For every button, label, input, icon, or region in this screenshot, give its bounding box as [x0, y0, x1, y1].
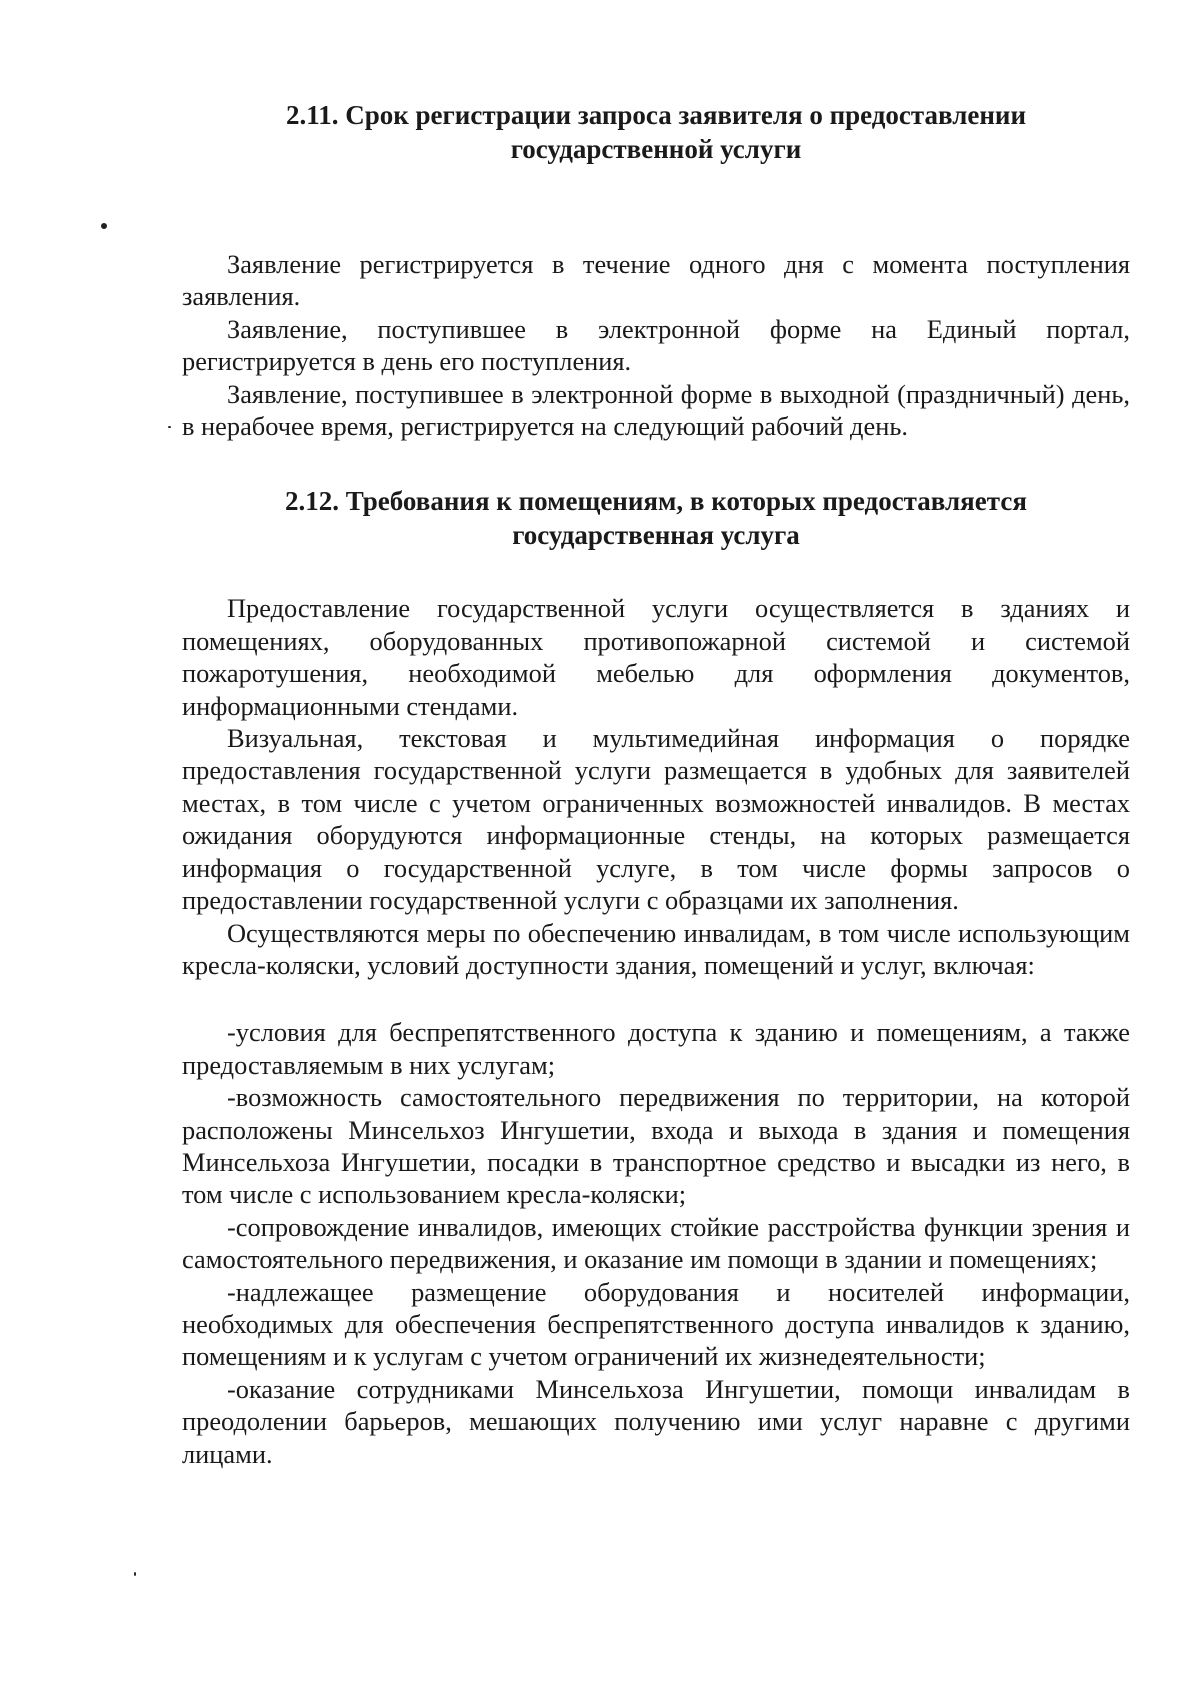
paragraph: Заявление, поступившее в электронной форме на Единый портал, регистрируется в день его поступления.	[182, 313, 1130, 377]
section-heading-2-11: 2.11. Срок регистрации запроса заявителя о предоставлении государственной услуги	[285, 100, 1027, 164]
scan-speck	[168, 426, 171, 428]
paragraph: Заявление регистрируется в течение одного дня с момента поступления заявления.	[182, 249, 1130, 312]
paragraph: Осуществляются меры по обеспечению инвалидам, в том числе использующим кресла-коляски, условий доступности здания, помещений и услуг, включая:	[182, 917, 1130, 980]
list-item: -условия для беспрепятственного доступа к зданию и помещениям, а также предоставляемым в них услугам;	[182, 1017, 1130, 1080]
paragraph: Заявление, поступившее в электронной форме в выходной (праздничный) день, в нерабочее время, регистрируется на следующий рабочий день.	[182, 378, 1130, 442]
list-item: -возможность самостоятельного передвижения по территории, на которой расположены Минсельхоз Ингушетии, входа и выхода в здания и помещения Минсельхоза Ингушетии, посадки в транспортное средство и высадки из него, в том числе с использованием кресла-коляски;	[182, 1082, 1130, 1210]
scan-speck	[134, 1572, 136, 1576]
section-heading-2-12: 2.12. Требования к помещениям, в которых предоставляется государственная услуга	[285, 486, 1027, 551]
list-item: -надлежащее размещение оборудования и носителей информации, необходимых для обеспечения беспрепятственного доступа инвалидов к зданию, помещениям и к услугам с учетом ограничений их жизнедеятельности;	[182, 1276, 1130, 1372]
list-item: -сопровождение инвалидов, имеющих стойкие расстройства функции зрения и самостоятельного передвижения, и оказание им помощи в здании и помещениях;	[182, 1211, 1130, 1275]
paragraph: Визуальная, текстовая и мультимедийная информация о порядке предоставления государственной услуги размещается в удобных для заявителей местах, в том числе с учетом ограниченных возможностей инвалидов. В местах ожидания оборудуются информационные стенды, на которых размещается информация о государственной услуге, в том числе формы запросов о предоставлении государственной услуги с образцами их заполнения.	[182, 723, 1130, 916]
document-body	[182, 98, 1130, 1470]
list-item: -оказание сотрудниками Минсельхоза Ингушетии, помощи инвалидам в преодолении барьеров, мешающих получению ими услуг наравне с другими лицами.	[182, 1373, 1130, 1469]
scan-speck	[101, 223, 107, 229]
paragraph: Предоставление государственной услуги осуществляется в зданиях и помещениях, оборудованных противопожарной системой и системой пожаротушения, необходимой мебелью для оформления документов, информационными стендами.	[182, 593, 1130, 721]
